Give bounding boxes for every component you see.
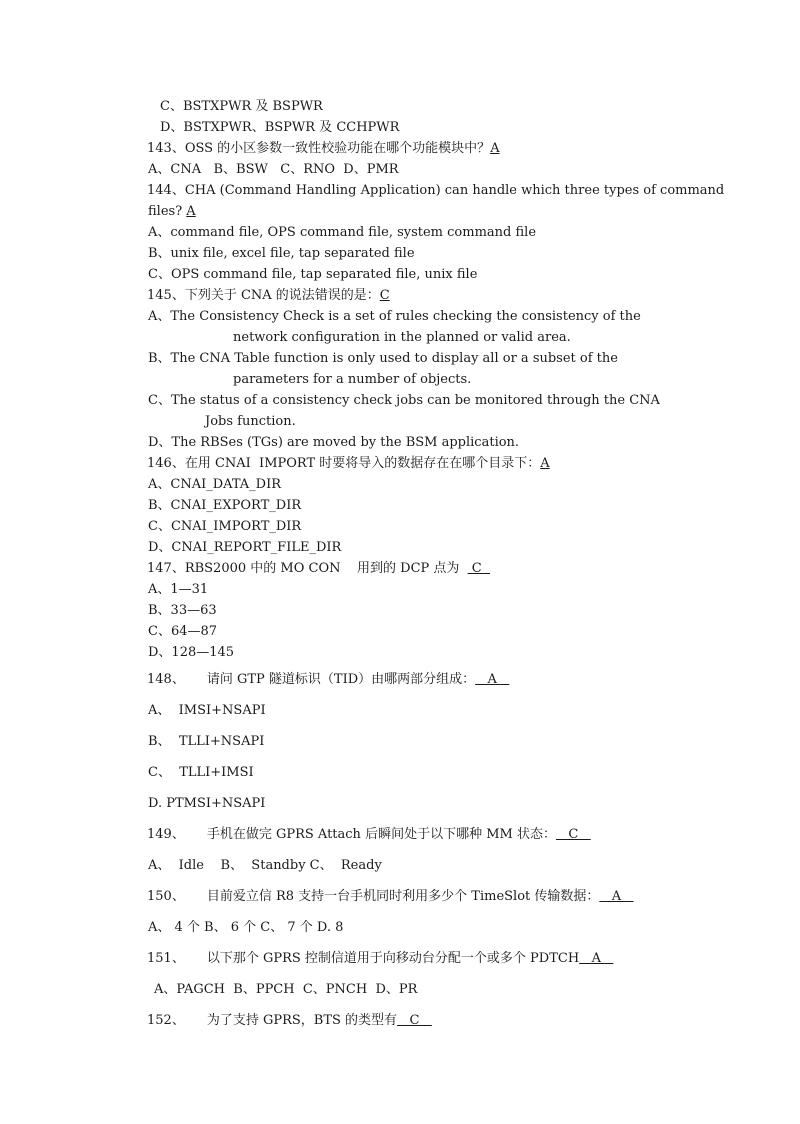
option-line: A、The Consistency Check is a set of rules checking the consistency of the xyxy=(148,309,641,324)
option-line: A、 IMSI+NSAPI xyxy=(148,703,266,718)
answer-mark: A xyxy=(475,672,510,687)
answer-mark: C xyxy=(379,288,390,303)
option-line: A、 Idle B、 Standby C、 Ready xyxy=(148,858,382,873)
option-line: D、CNAI_REPORT_FILE_DIR xyxy=(148,540,342,555)
option-line: C、 TLLI+IMSI xyxy=(148,765,254,780)
question-number: 151、 xyxy=(147,951,185,966)
question-line xyxy=(147,827,591,843)
question-line xyxy=(147,672,509,688)
question-text: 目前爱立信 R8 支持一台手机同时利用多少个 TimeSlot 传输数据： xyxy=(206,889,600,904)
answer-mark: A xyxy=(540,456,550,471)
option-line: B、33—63 xyxy=(148,603,217,618)
answer-mark: A xyxy=(599,889,634,904)
question-line xyxy=(147,288,390,304)
answer-mark: A xyxy=(490,141,500,156)
option-line: A、CNA B、BSW C、RNO D、PMR xyxy=(148,162,399,177)
question-text: 146、在用 CNAI IMPORT 时要将导入的数据存在在哪个目录下： xyxy=(147,456,541,471)
option-continuation: Jobs function. xyxy=(205,414,296,429)
option-line: A、 4 个 B、 6 个 C、 7 个 D. 8 xyxy=(148,920,344,935)
option-line: B、CNAI_EXPORT_DIR xyxy=(148,498,302,513)
option-line: C、64—87 xyxy=(148,624,218,639)
question-line xyxy=(147,561,490,577)
question-text: 以下那个 GPRS 控制信道用于向移动台分配一个或多个 PDTCH xyxy=(206,951,580,966)
question-number: 150、 xyxy=(147,889,185,904)
option-line: D、128—145 xyxy=(148,645,235,660)
option-line: B、 TLLI+NSAPI xyxy=(148,734,265,749)
option-line: C、The status of a consistency check jobs can be monitored through the CNA xyxy=(148,393,660,408)
question-number: 148、 xyxy=(147,672,185,687)
option-line: C、BSTXPWR 及 BSPWR xyxy=(160,99,323,114)
option-line: C、OPS command file, tap separated file, unix file xyxy=(148,267,478,282)
answer-mark: C xyxy=(467,561,491,576)
option-line: A、PAGCH B、PPCH C、PNCH D、PR xyxy=(154,982,418,997)
question-line xyxy=(147,141,500,157)
question-text: 143、OSS 的小区参数一致性校验功能在哪个功能模块中？ xyxy=(147,141,491,156)
option-continuation: network configuration in the planned or valid area. xyxy=(233,330,571,345)
question-number: 152、 xyxy=(147,1013,185,1028)
answer-mark: C xyxy=(555,827,591,842)
option-line: B、unix file, excel file, tap separated file xyxy=(148,246,415,261)
question-text: 请问 GTP 隧道标识（TID）由哪两部分组成： xyxy=(206,672,476,687)
answer-mark: A xyxy=(579,951,614,966)
option-line: A、1—31 xyxy=(148,582,209,597)
option-line: B、The CNA Table function is only used to display all or a subset of the xyxy=(148,351,618,366)
option-line: A、CNAI_DATA_DIR xyxy=(148,477,282,492)
question-line xyxy=(147,1013,432,1029)
answer-mark: C xyxy=(397,1013,432,1028)
option-continuation: parameters for a number of objects. xyxy=(233,372,472,387)
question-text: 147、RBS2000 中的 MO CON 用到的 DCP 点为 xyxy=(147,561,468,576)
question-text: 145、下列关于 CNA 的说法错误的是： xyxy=(147,288,380,303)
option-line: D、BSTXPWR、BSPWR 及 CCHPWR xyxy=(160,120,400,135)
question-text: 手机在做完 GPRS Attach 后瞬间处于以下哪种 MM 状态： xyxy=(206,827,556,842)
question-text: files? xyxy=(148,204,187,219)
option-line: D. PTMSI+NSAPI xyxy=(148,796,266,811)
question-line: 144、CHA (Command Handling Application) can handle which three types of command xyxy=(147,183,725,198)
question-text: 为了支持 GPRS，BTS 的类型有 xyxy=(206,1013,398,1028)
option-line: A、command file, OPS command file, system command file xyxy=(148,225,537,240)
question-number: 149、 xyxy=(147,827,185,842)
question-line xyxy=(148,204,196,220)
answer-mark: A xyxy=(186,204,196,219)
question-line xyxy=(147,456,550,472)
option-line: D、The RBSes (TGs) are moved by the BSM application. xyxy=(148,435,520,450)
question-line xyxy=(147,889,634,905)
question-line xyxy=(147,951,613,967)
option-line: C、CNAI_IMPORT_DIR xyxy=(148,519,302,534)
